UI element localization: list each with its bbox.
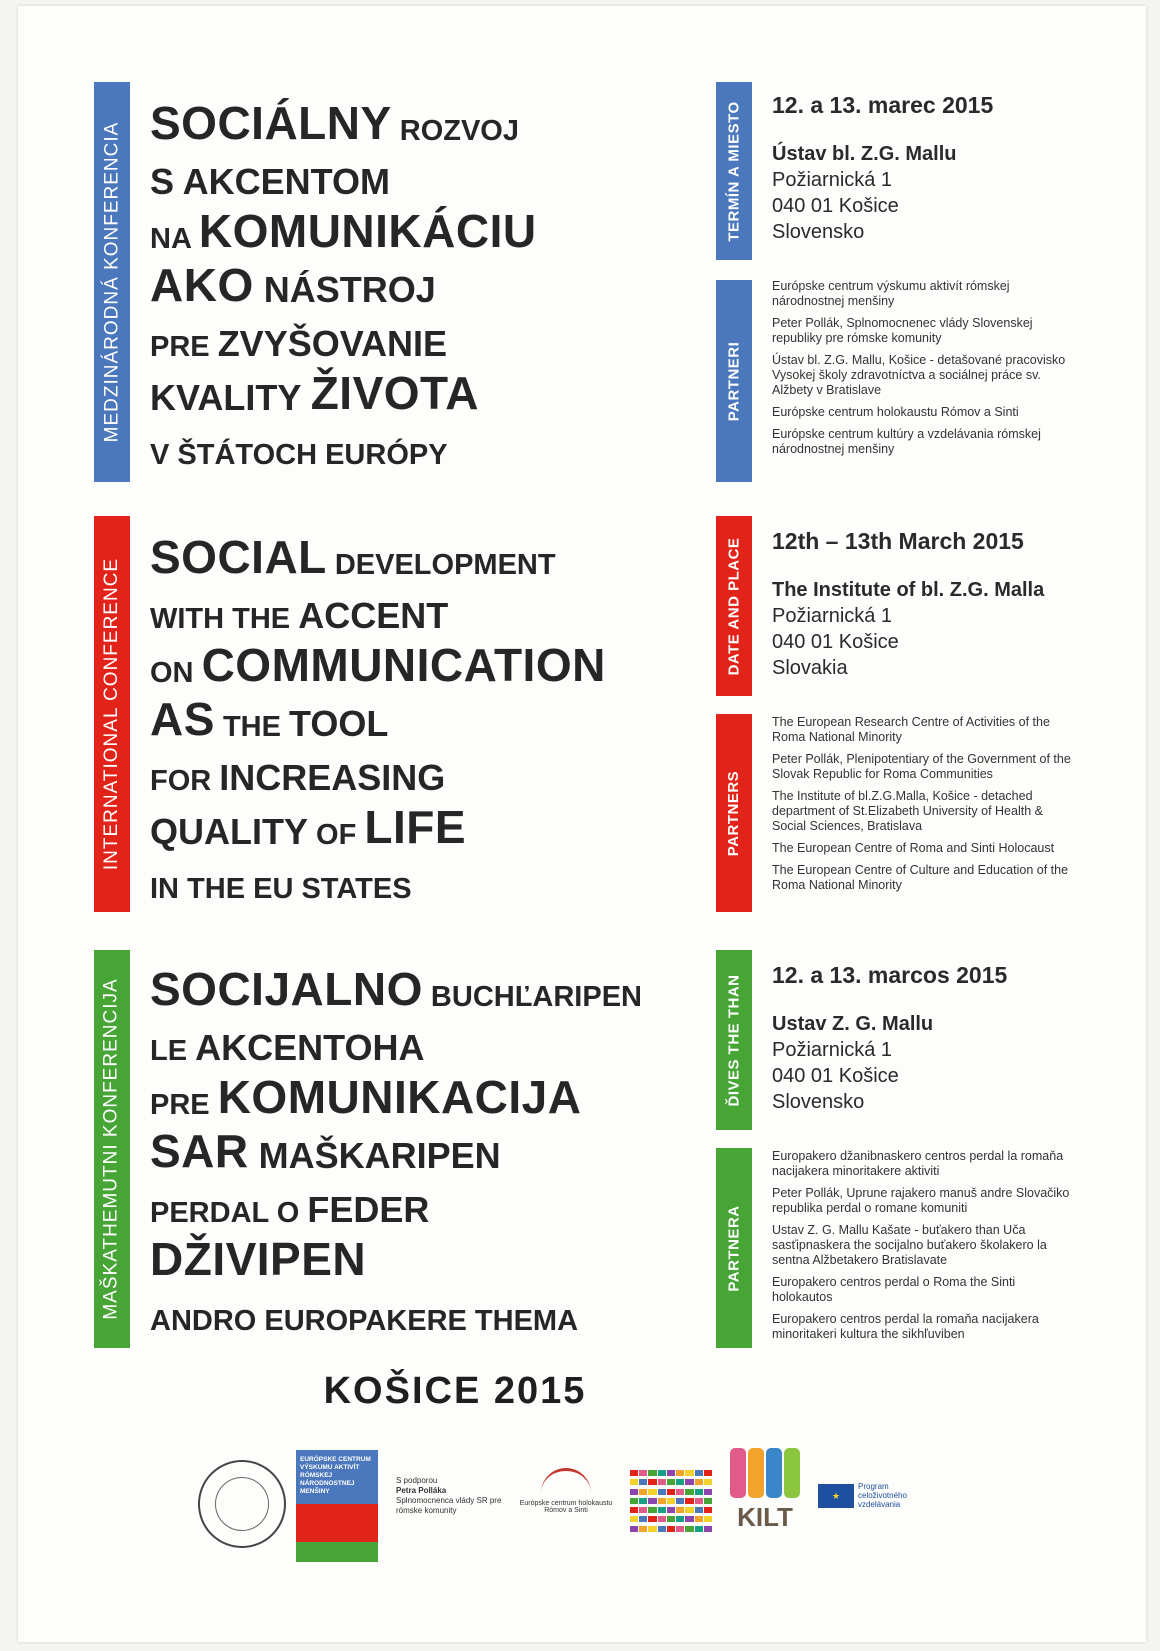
conference-date: 12th – 13th March 2015 bbox=[772, 528, 1024, 554]
partner-item: The Institute of bl.Z.G.Malla, Košice - detached department of St.Elizabeth University of Health & Social Sciences, Bratislava bbox=[772, 789, 1043, 833]
conference-date: 12. a 13. marec 2015 bbox=[772, 92, 994, 118]
support-note: S podporou Petra Polláka Splnomocnenca vlády SR pre rómske komunity bbox=[396, 1476, 502, 1515]
title-word: FOR bbox=[150, 765, 220, 797]
university-seal-logo bbox=[198, 1460, 286, 1548]
partner-item: Peter Pollák, Splnomocnenec vlády Slovenskej republiky pre rómske komunity bbox=[772, 316, 1033, 345]
title-line bbox=[150, 367, 710, 419]
title-word: ACCENT bbox=[298, 595, 449, 636]
venue: Ustav Z. G. Mallu Požiarnická 1 040 01 Košice Slovensko bbox=[772, 1013, 934, 1113]
partner-item: Europakero centros perdal o Roma the Sinti holokautos bbox=[772, 1275, 1016, 1304]
title-word: NÁSTROJ bbox=[253, 269, 436, 310]
title-word: TOOL bbox=[289, 703, 389, 744]
title-line bbox=[150, 1292, 710, 1336]
side-bar-partners: PARTNERA bbox=[716, 1148, 752, 1348]
title-word: OF bbox=[308, 819, 365, 851]
title-word: MAŠKARIPEN bbox=[248, 1135, 501, 1176]
title-word: ŽIVOTA bbox=[310, 367, 479, 419]
title-word: KVALITY bbox=[150, 377, 311, 418]
title-word: NA bbox=[150, 223, 199, 255]
vertical-bar-english bbox=[94, 516, 130, 912]
culture-centre-logo bbox=[630, 1470, 712, 1534]
wheel-icon bbox=[541, 1468, 591, 1498]
info-english bbox=[772, 528, 1132, 900]
vertical-bar-label: INTERNATIONAL CONFERENCE bbox=[101, 557, 123, 871]
title-word: DŽIVIPEN bbox=[150, 1233, 367, 1285]
title-word: SAR bbox=[150, 1125, 249, 1177]
info-slovak bbox=[772, 92, 1132, 464]
title-line bbox=[150, 590, 710, 634]
title-word: ANDRO EUROPAKERE THEMA bbox=[150, 1305, 579, 1337]
title-word: SOCIJALNO bbox=[150, 963, 423, 1015]
title-line bbox=[150, 860, 710, 904]
venue: The Institute of bl. Z.G. Malla Požiarnická 1 040 01 Košice Slovakia bbox=[772, 579, 1045, 679]
side-bar-partners: PARTNERI bbox=[716, 280, 752, 482]
title-word: S AKCENTOM bbox=[150, 161, 391, 202]
seal-figure-icon bbox=[215, 1477, 269, 1531]
title-line bbox=[150, 318, 710, 362]
title-line bbox=[150, 531, 710, 583]
partner-item: Ustav Z. G. Mallu Kašate - buťakero than Uča sasťipnaskera the socijalno buťakero školakero la sentna Alžbetakero Bratislavate bbox=[772, 1223, 1047, 1267]
side-bar-date-place: ĎIVES THE THAN bbox=[716, 950, 752, 1130]
sponsor-logos bbox=[0, 1440, 1160, 1570]
title-line bbox=[150, 801, 710, 853]
title-word: WITH THE bbox=[150, 603, 299, 635]
vertical-bar-romani bbox=[94, 950, 130, 1348]
partners-list bbox=[772, 279, 1072, 457]
title-line bbox=[150, 259, 710, 311]
partner-item: The European Centre of Roma and Sinti Holocaust bbox=[772, 841, 1055, 855]
title-word: V ŠTÁTOCH EURÓPY bbox=[150, 439, 448, 471]
title-line bbox=[150, 426, 710, 470]
title-line bbox=[150, 97, 710, 149]
title-word: ON bbox=[150, 657, 202, 689]
partners-list bbox=[772, 715, 1072, 893]
title-line bbox=[150, 693, 710, 745]
title-word: KOMUNIKÁCIU bbox=[198, 205, 537, 257]
title-slovak bbox=[150, 97, 710, 480]
title-word: PRE bbox=[150, 1089, 218, 1121]
vertical-bar-label: MEDZINÁRODNÁ KONFERENCIA bbox=[101, 121, 123, 443]
title-line bbox=[150, 1071, 710, 1123]
title-word: SOCIAL bbox=[150, 531, 327, 583]
ercv-logo: EURÓPSKE CENTRUM VÝSKUMU AKTIVÍT RÓMSKEJ NÁRODNOSTNEJ MENŠINY bbox=[296, 1450, 378, 1562]
title-word: KOMUNIKACIJA bbox=[217, 1071, 582, 1123]
title-line bbox=[150, 1233, 710, 1285]
side-bar-partners: PARTNERS bbox=[716, 714, 752, 912]
title-line bbox=[150, 752, 710, 796]
title-word: LE bbox=[150, 1035, 196, 1067]
partner-item: Európske centrum holokaustu Rómov a Sinti bbox=[772, 405, 1019, 419]
title-word: AS bbox=[150, 693, 215, 745]
title-word: COMMUNICATION bbox=[201, 639, 606, 691]
partner-item: Peter Pollák, Uprune rajakero manuš andre Slovačiko republika perdal o romane komuniti bbox=[772, 1186, 1070, 1215]
info-romani bbox=[772, 962, 1132, 1349]
title-line bbox=[150, 205, 710, 257]
partners-list bbox=[772, 1149, 1072, 1342]
partner-item: Europakero džanibnaskero centros perdal la romaňa nacijakera minoritakere aktiviti bbox=[772, 1149, 1064, 1178]
title-word: AKO bbox=[150, 259, 254, 311]
title-word: SOCIÁLNY bbox=[150, 97, 392, 149]
title-line bbox=[150, 1184, 710, 1228]
eu-flag-icon: ★ bbox=[818, 1484, 854, 1508]
side-bar-date-place: TERMÍN A MIESTO bbox=[716, 82, 752, 260]
kilt-logo: KILT bbox=[726, 1448, 804, 1538]
holocaust-centre-logo: Európske centrum holokaustu Rómov a Sinti bbox=[510, 1468, 622, 1528]
vertical-bar-slovak bbox=[94, 82, 130, 482]
title-word: THE bbox=[214, 711, 290, 743]
partner-item: The European Research Centre of Activities of the Roma National Minority bbox=[772, 715, 1050, 744]
title-word: QUALITY bbox=[150, 811, 308, 852]
title-word: LIFE bbox=[364, 801, 467, 853]
partner-item: The European Centre of Culture and Education of the Roma National Minority bbox=[772, 863, 1069, 892]
title-word: DEVELOPMENT bbox=[326, 549, 556, 581]
title-word: BUCHĽARIPEN bbox=[422, 981, 642, 1013]
partner-item: Peter Pollák, Plenipotentiary of the Government of the Slovak Republic for Roma Communities bbox=[772, 752, 1071, 781]
partner-item: Európske centrum kultúry a vzdelávania rómskej národnostnej menšiny bbox=[772, 427, 1041, 456]
title-word: INCREASING bbox=[219, 757, 446, 798]
partner-item: Ústav bl. Z.G. Mallu, Košice - detašované pracovisko Vysokej školy zdravotníctva a sociálnej práce sv. Alžbety v Bratislave bbox=[772, 353, 1066, 397]
venue: Ústav bl. Z.G. Mallu Požiarnická 1 040 01 Košice Slovensko bbox=[772, 143, 957, 243]
title-word: ROZVOJ bbox=[391, 115, 519, 147]
footer-title: KOŠICE 2015 bbox=[323, 1370, 587, 1412]
title-word: PRE bbox=[150, 331, 218, 363]
vertical-bar-label: MAŠKATHEMUTNI KONFERENCIJA bbox=[101, 978, 122, 1320]
side-bar-date-place: DATE AND PLACE bbox=[716, 516, 752, 696]
title-line bbox=[150, 156, 710, 200]
title-word: PERDAL O bbox=[150, 1197, 308, 1229]
title-word: AKCENTOHA bbox=[195, 1027, 425, 1068]
title-word: FEDER bbox=[307, 1189, 430, 1230]
title-line bbox=[150, 963, 710, 1015]
title-line bbox=[150, 1022, 710, 1066]
title-line bbox=[150, 639, 710, 691]
conference-date: 12. a 13. marcos 2015 bbox=[772, 962, 1008, 988]
title-english bbox=[150, 531, 710, 914]
title-word: ZVYŠOVANIE bbox=[217, 323, 448, 364]
title-line bbox=[150, 1125, 710, 1177]
partner-item: Europakero centros perdal la romaňa nacijakera minoritakeri kultura the sikhľuviben bbox=[772, 1312, 1039, 1341]
eu-lifelong-learning-logo: ★ Program celoživotného vzdelávania bbox=[818, 1480, 928, 1510]
title-romani bbox=[150, 963, 710, 1346]
partner-item: Európske centrum výskumu aktivít rómskej národnostnej menšiny bbox=[772, 279, 1010, 308]
title-word: IN THE EU STATES bbox=[150, 873, 412, 905]
